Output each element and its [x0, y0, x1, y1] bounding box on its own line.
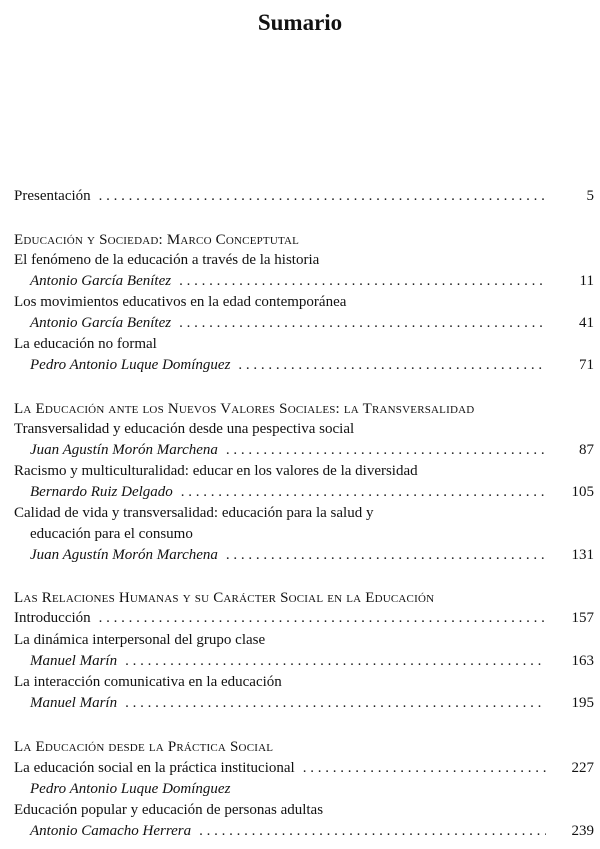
page-number: 87: [579, 442, 594, 458]
leader-dots: [181, 482, 546, 503]
entry-title: La interacción comunicativa en la educación: [14, 674, 282, 690]
leader-dots: [99, 186, 546, 207]
toc-entry-title[interactable]: [14, 419, 594, 440]
section-heading-3: Las Relaciones Humanas y su Carácter Social en la Educación: [14, 590, 435, 606]
page-title: Sumario: [257, 10, 343, 35]
leader-dots: [179, 313, 546, 334]
toc-entry-title[interactable]: [14, 503, 594, 524]
entry-title: La educación social en la práctica institucional: [14, 760, 295, 776]
toc-entry-author-line[interactable]: [30, 821, 594, 842]
entry-author: Pedro Antonio Luque Domínguez: [30, 357, 231, 373]
toc-entry-title[interactable]: [14, 630, 594, 651]
entry-author: Juan Agustín Morón Marchena: [30, 547, 218, 563]
toc-entry-title[interactable]: [14, 334, 594, 355]
page-number: 163: [571, 653, 594, 669]
entry-author: Pedro Antonio Luque Domínguez: [30, 781, 231, 797]
toc-entry-presentacion[interactable]: [14, 186, 594, 207]
toc-entry-title[interactable]: [14, 461, 594, 482]
toc-entry-title-cont[interactable]: [30, 524, 594, 545]
entry-title: Educación popular y educación de personas adultas: [14, 802, 324, 818]
entry-title: La dinámica interpersonal del grupo clase: [14, 632, 266, 648]
entry-title: Los movimientos educativos en la edad contemporánea: [14, 294, 347, 310]
toc-entry-author-line[interactable]: [30, 355, 594, 376]
toc-entry-title[interactable]: [14, 758, 594, 779]
entry-title: Calidad de vida y transversalidad: educación para la salud y: [14, 505, 374, 521]
entry-title: La educación no formal: [14, 336, 157, 352]
page-number: 11: [579, 273, 594, 289]
toc-entry-author-line[interactable]: [30, 651, 594, 672]
toc-entry-title[interactable]: [14, 800, 594, 821]
entry-author: Antonio Camacho Herrera: [30, 823, 192, 839]
leader-dots: [238, 355, 546, 376]
entry-author: Manuel Marín: [30, 695, 118, 711]
toc-entry-author-line[interactable]: [30, 693, 594, 714]
leader-dots: [226, 545, 546, 566]
page-number: 105: [571, 484, 594, 500]
toc-entry-author-line[interactable]: [30, 545, 594, 566]
entry-author: Antonio García Benítez: [30, 315, 172, 331]
entry-title-continuation: educación para el consumo: [30, 526, 193, 542]
entry-author: Manuel Marín: [30, 653, 118, 669]
page-number: 41: [579, 315, 594, 331]
page-number: 157: [571, 610, 594, 626]
entry-title: Transversalidad y educación desde una pespectiva social: [14, 421, 355, 437]
leader-dots: [125, 651, 546, 672]
section-heading-2: La Educación ante los Nuevos Valores Sociales: la Transversalidad: [14, 401, 475, 417]
toc-entry-author-line[interactable]: [30, 779, 594, 800]
entry-title: Racismo y multiculturalidad: educar en los valores de la diversidad: [14, 463, 418, 479]
page-number: 71: [579, 357, 594, 373]
toc-entry-title[interactable]: [14, 292, 594, 313]
toc-entry-title[interactable]: [14, 672, 594, 693]
entry-title: Introducción: [14, 610, 91, 626]
leader-dots: [179, 271, 546, 292]
entry-title: El fenómeno de la educación a través de la historia: [14, 252, 320, 268]
page-number: 131: [571, 547, 594, 563]
leader-dots: [99, 608, 546, 629]
toc-entry-introduccion[interactable]: [14, 608, 594, 629]
page-number: 5: [586, 188, 594, 204]
entry-author: Bernardo Ruiz Delgado: [30, 484, 173, 500]
leader-dots: [226, 440, 546, 461]
leader-dots: [125, 693, 546, 714]
section-heading-4: La Educación desde la Práctica Social: [14, 739, 274, 755]
page-number: 239: [571, 823, 594, 839]
leader-dots: [199, 821, 546, 842]
toc-entry-author-line[interactable]: [30, 482, 594, 503]
toc-entry-author-line[interactable]: [30, 440, 594, 461]
entry-title: Presentación: [14, 188, 91, 204]
page-number: 227: [571, 760, 594, 776]
section-heading-1: Educación y Sociedad: Marco Conceptutal: [14, 232, 300, 248]
entry-author: Juan Agustín Morón Marchena: [30, 442, 218, 458]
page-number: 195: [571, 695, 594, 711]
toc-entry-title[interactable]: [14, 250, 594, 271]
toc-entry-author-line[interactable]: [30, 313, 594, 334]
entry-author: Antonio García Benítez: [30, 273, 172, 289]
toc-entry-author-line[interactable]: [30, 271, 594, 292]
leader-dots: [303, 758, 546, 779]
